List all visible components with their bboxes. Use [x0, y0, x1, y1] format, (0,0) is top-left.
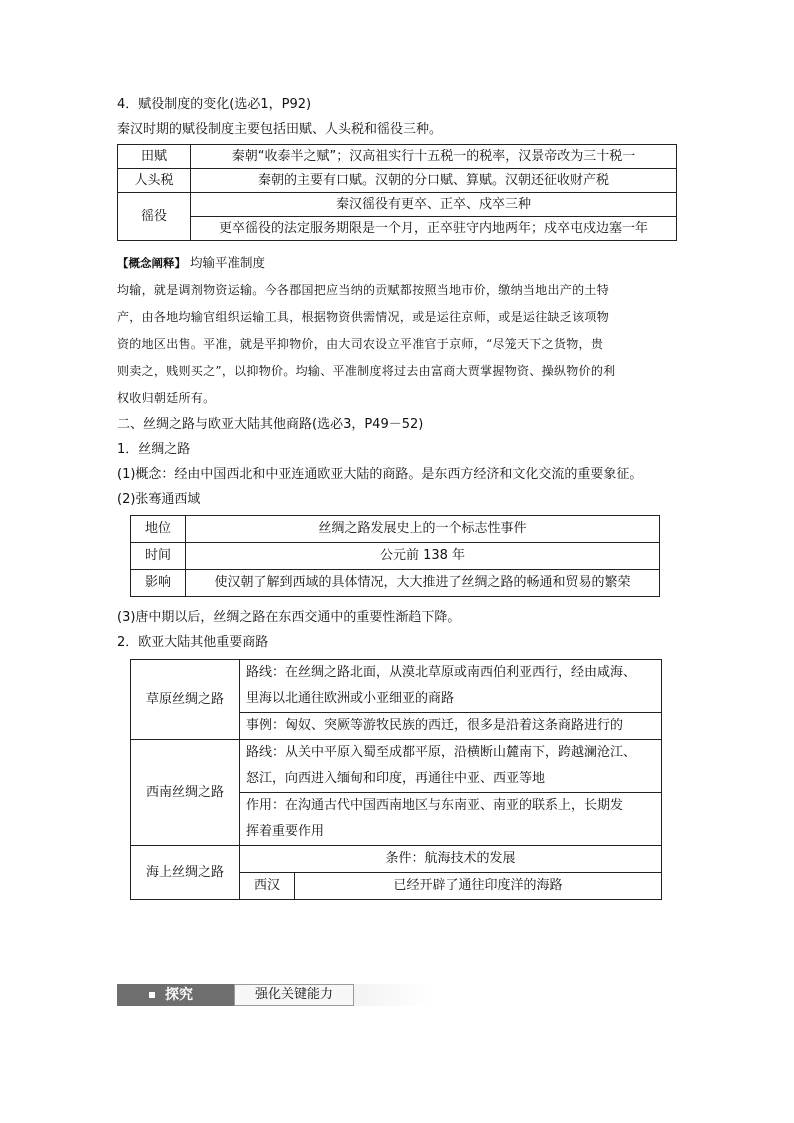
zhang-qian-table [130, 515, 660, 597]
route-label-steppe: 草原丝绸之路 [131, 660, 240, 740]
explore-banner-label: 探究 [165, 987, 193, 1003]
route-label-maritime: 海上丝绸之路 [131, 846, 240, 900]
table-cell: 丝绸之路发展史上的一个标志性事件 [186, 516, 660, 543]
table-row [118, 193, 677, 217]
table-cell: 秦朝的主要有口赋。汉朝的分口赋、算赋。汉朝还征收财产税 [191, 169, 677, 193]
route-steppe-path [240, 660, 662, 713]
route-text-line: 路线：从关中平原入蜀至成都平原，沿横断山麓南下，跨越澜沧江、 [246, 745, 637, 760]
route-maritime-condition: 条件：航海技术的发展 [240, 846, 662, 873]
table-cell: 秦朝“收泰半之赋”；汉高祖实行十五税一的税率，汉景帝改为三十税一 [191, 145, 677, 169]
square-bullet-icon [149, 992, 155, 998]
route-southwest-path [240, 740, 662, 793]
table-row [131, 660, 662, 713]
route-southwest-effect [240, 793, 662, 846]
section-two-title: 二、丝绸之路与欧亚大陆其他商路(选必3，P49－52) [117, 417, 424, 432]
table-row [131, 846, 662, 873]
table-row [118, 217, 677, 241]
concept-heading [117, 249, 677, 277]
page-content [117, 92, 677, 900]
zhang-qian-title: (2)张骞通西域 [117, 492, 201, 507]
other-routes-subtitle: 2．欧亚大陆其他重要商路 [117, 635, 269, 650]
table-cell: 公元前 138 年 [186, 543, 660, 570]
section-4-title: 4．赋役制度的变化(选必1，P92) [117, 97, 312, 112]
route-maritime-era-value: 已经开辟了通往印度洋的海路 [295, 873, 662, 900]
table-cell-label: 徭役 [118, 193, 191, 241]
route-text-line: 挥着重要作用 [246, 824, 325, 839]
table-cell-label: 人头税 [118, 169, 191, 193]
table-cell: 秦汉徭役有更卒、正卒、戍卒三种 [191, 193, 677, 217]
concept-title: 均输平准制度 [189, 255, 265, 270]
table-cell-label: 影响 [131, 570, 186, 597]
table-cell-label: 时间 [131, 543, 186, 570]
tax-labor-table [117, 144, 677, 241]
route-text-line: 里海以北通往欧洲或小亚细亚的商路 [246, 691, 455, 706]
concept-line: 则卖之，贱则买之”，以抑物价。均输、平准制度将过去由富商大贾掌握物资、操纵物价的利 [117, 364, 616, 378]
route-steppe-example: 事例：匈奴、突厥等游牧民族的西迁，很多是沿着这条商路进行的 [240, 713, 662, 740]
explore-banner [117, 984, 433, 1006]
table-row [131, 543, 660, 570]
decline-line: (3)唐中期以后，丝绸之路在东西交通中的重要性渐趋下降。 [117, 610, 461, 625]
table-cell: 更卒徭役的法定服务期限是一个月，正卒驻守内地两年；戍卒屯戍边塞一年 [191, 217, 677, 241]
explore-banner-right: 强化关键能力 [234, 984, 354, 1006]
table-cell-label: 田赋 [118, 145, 191, 169]
section-4-intro: 秦汉时期的赋役制度主要包括田赋、人头税和徭役三种。 [117, 122, 443, 137]
table-row [131, 570, 660, 597]
trade-routes-table [130, 659, 662, 900]
silk-road-subtitle: 1．丝绸之路 [117, 442, 191, 457]
concept-body [117, 277, 677, 412]
concept-line: 产，由各地均输官组织运输工具，根据物资供需情况，或是运往京师，或是运往缺乏该项物 [117, 310, 610, 324]
route-label-southwest: 西南丝绸之路 [131, 740, 240, 846]
route-text-line: 作用：在沟通古代中国西南地区与东南亚、南亚的联系上，长期发 [246, 798, 624, 813]
concept-line: 均输，就是调剂物资运输。今各郡国把应当纳的贡赋都按照当地市价，缴纳当地出产的土特 [117, 283, 610, 297]
route-text-line: 怒江，向西进入缅甸和印度，再通往中亚、西亚等地 [246, 771, 546, 786]
concept-line: 资的地区出售。平准，就是平抑物价，由大司农设立平准官于京师，“尽笼天下之货物，贵 [117, 337, 604, 351]
route-maritime-era: 西汉 [240, 873, 295, 900]
table-row [118, 145, 677, 169]
table-row [131, 516, 660, 543]
concept-line: 权收归朝廷所有。 [117, 391, 216, 405]
explore-banner-left [117, 984, 234, 1006]
table-row [118, 169, 677, 193]
table-cell-label: 地位 [131, 516, 186, 543]
route-text-line: 路线：在丝绸之路北面，从漠北草原或南西伯利亚西行，经由咸海、 [246, 665, 637, 680]
silk-road-concept: (1)概念：经由中国西北和中亚连通欧亚大陆的商路。是东西方经济和文化交流的重要象征。 [117, 467, 643, 482]
concept-tag: 【概念阐释】 [117, 256, 186, 270]
table-row [131, 740, 662, 793]
table-cell: 使汉朝了解到西域的具体情况，大大推进了丝绸之路的畅通和贸易的繁荣 [186, 570, 660, 597]
